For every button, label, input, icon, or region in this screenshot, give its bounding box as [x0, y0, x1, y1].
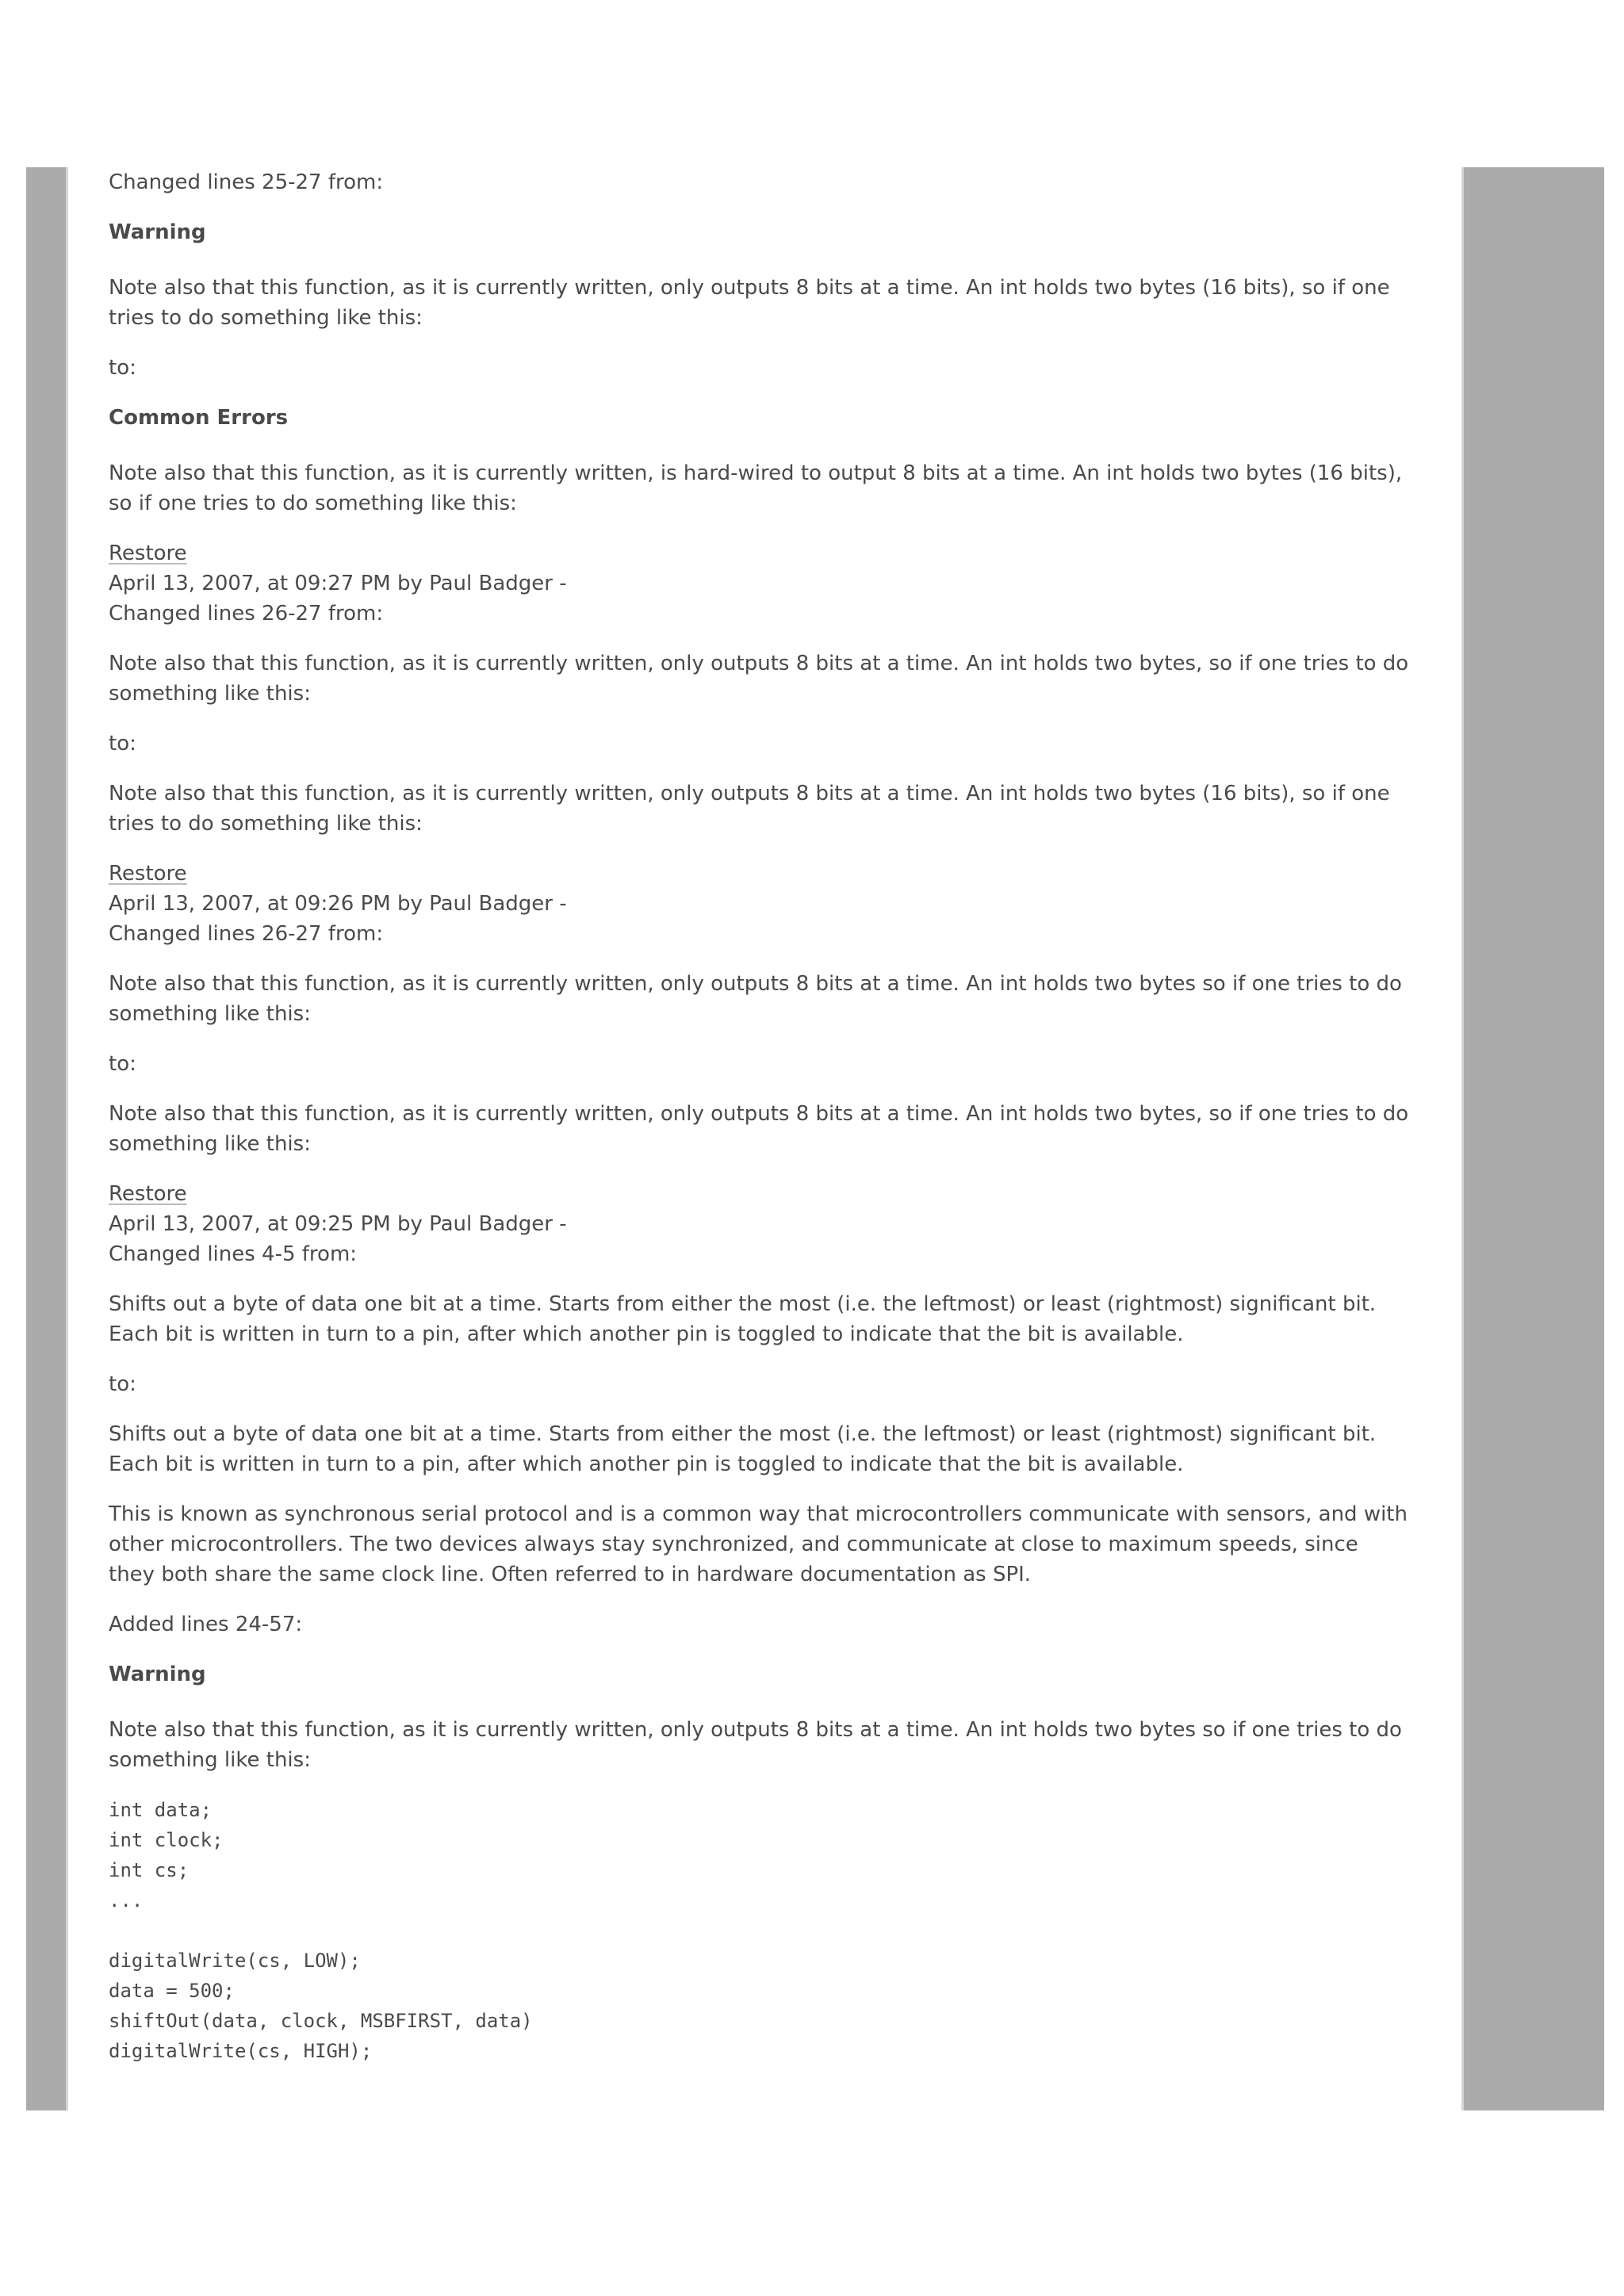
- from-text: Note also that this function, as it is currently written, only outputs 8 bits at a time. An int holds two bytes so if one tries to do something like this:: [109, 972, 1402, 1026]
- added-text: Note also that this function, as it is currently written, only outputs 8 bits at a time. An int holds two bytes so if one tries to do something like this:: [109, 1718, 1402, 1772]
- to-text: This is known as synchronous serial protocol and is a common way that microcontrollers communicate with sensors, and with other microcontrollers. The two devices always stay synchronized, and communicate at close to maximum speeds, since they both share the same clock line. Often referred to in hardware documentation as SPI.: [109, 1502, 1408, 1586]
- revision-meta: April 13, 2007, at 09:25 PM by Paul Badger -: [109, 1212, 567, 1236]
- changed-lines-label: Changed lines 25-27 from:: [109, 170, 384, 194]
- restore-link-line: [109, 859, 1409, 889]
- to-text: Note also that this function, as it is currently written, only outputs 8 bits at a time. An int holds two bytes, so if one tries to do something like this:: [109, 1102, 1409, 1156]
- to-text: Note also that this function, as it is currently written, only outputs 8 bits at a time. An int holds two bytes (16 bits), so if one tries to do something like this:: [109, 782, 1390, 836]
- revision-meta: April 13, 2007, at 09:27 PM by Paul Badger -: [109, 572, 567, 595]
- restore-link-line: [109, 538, 1409, 568]
- to-label: to:: [109, 356, 136, 380]
- changed-lines-label: Changed lines 26-27 from:: [109, 922, 384, 946]
- to-label: to:: [109, 1052, 136, 1076]
- from-text: Shifts out a byte of data one bit at a time. Starts from either the most (i.e. the leftmost) or least (rightmost) significant bit. Each bit is written in turn to a pin, after which another pin is toggled to indicate that the bit is available.: [109, 1292, 1377, 1346]
- to-label: to:: [109, 732, 136, 756]
- changed-lines-label: Changed lines 4-5 from:: [109, 1242, 358, 1266]
- section-heading: Warning: [109, 220, 206, 244]
- revision-meta: April 13, 2007, at 09:26 PM by Paul Badger -: [109, 892, 567, 916]
- to-text: Shifts out a byte of data one bit at a time. Starts from either the most (i.e. the leftmost) or least (rightmost) significant bit. Each bit is written in turn to a pin, after which another pin is toggled to indicate that the bit is available.: [109, 1422, 1377, 1476]
- left-sidebar-bar: [26, 167, 68, 2110]
- from-text: Note also that this function, as it is currently written, only outputs 8 bits at a time. An int holds two bytes (16 bits), so if one tries to do something like this:: [109, 276, 1390, 330]
- restore-link[interactable]: Restore: [109, 862, 187, 886]
- restore-link-line: [109, 1179, 1409, 1209]
- added-lines-label: Added lines 24-57:: [109, 1613, 303, 1636]
- to-text: Note also that this function, as it is currently written, is hard-wired to output 8 bits at a time. An int holds two bytes (16 bits), so if one tries to do something like this:: [109, 461, 1403, 515]
- changed-lines-label: Changed lines 26-27 from:: [109, 602, 384, 626]
- to-label: to:: [109, 1372, 136, 1396]
- section-heading: Common Errors: [109, 406, 289, 430]
- revision-history-content: [109, 167, 1409, 2066]
- right-sidebar-bar: [1461, 167, 1604, 2110]
- from-text: Note also that this function, as it is currently written, only outputs 8 bits at a time. An int holds two bytes, so if one tries to do something like this:: [109, 652, 1409, 706]
- restore-link[interactable]: Restore: [109, 541, 187, 565]
- code-block: int data; int clock; int cs; ... digitalWrite(cs, LOW); data = 500; shiftOut(data, clock, MSBFIRST, data) digitalWrite(cs, HIGH);: [109, 1799, 533, 2062]
- section-heading: Warning: [109, 1663, 206, 1686]
- restore-link[interactable]: Restore: [109, 1182, 187, 1206]
